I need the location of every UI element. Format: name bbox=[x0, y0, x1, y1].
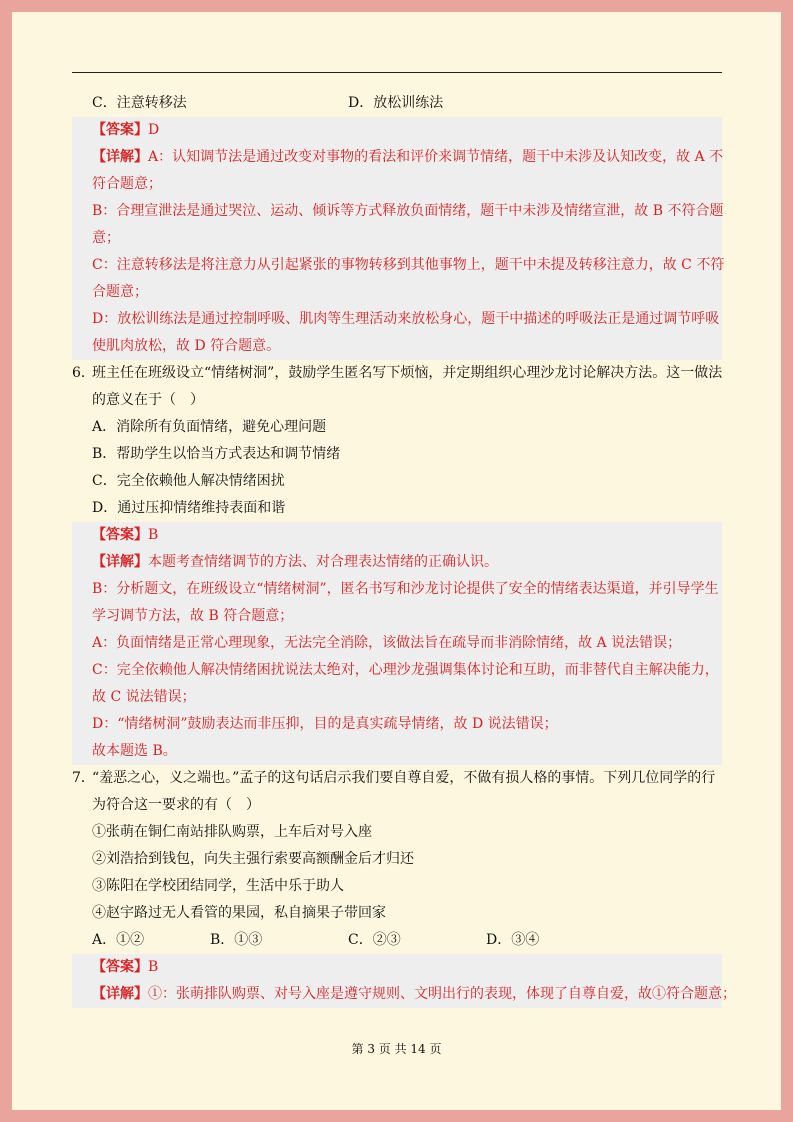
explain-line: B：合理宣泄法是通过哭泣、运动、倾诉等方式释放负面情绪，题干中未涉及情绪宣泄，故 B 不符合题 bbox=[92, 203, 724, 219]
q6-option-b: B．帮助学生以恰当方式表达和调节情绪 bbox=[92, 446, 341, 462]
explain-line: D：“情绪树洞”鼓励表达而非压抑，目的是真实疏导情绪，故 D 说法错误； bbox=[92, 716, 558, 732]
detail-tag: 【详解】 bbox=[92, 554, 148, 570]
explain-line: B：分析题文，在班级设立“情绪树洞”，匿名书写和沙龙讨论提供了安全的情绪表达渠道，并引导学生 bbox=[92, 581, 719, 597]
q7-item-4: ④赵宇路过无人看管的果园，私自摘果子带回家 bbox=[92, 905, 386, 921]
question-7 bbox=[72, 765, 722, 954]
q6-answer-block bbox=[72, 522, 722, 765]
q5-answer-line bbox=[92, 117, 722, 144]
detail-tag: 【详解】 bbox=[92, 149, 148, 165]
explain-line: 故本题选 B。 bbox=[92, 743, 177, 759]
option-c: C．注意转移法 bbox=[92, 95, 187, 111]
q7-stem-line: 7．“羞恶之心，义之端也。”孟子的这句话启示我们要自尊自爱，不做有损人格的事情。下列几位同学的行 bbox=[92, 765, 722, 792]
q6-detail-line: 【详解】本题考查情绪调节的方法、对合理表达情绪的正确认识。 bbox=[92, 554, 498, 570]
q7-item-1: ①张萌在铜仁南站排队购票，上车后对号入座 bbox=[92, 824, 372, 840]
explain-line: 使肌肉放松，故 D 符合题意。 bbox=[92, 338, 281, 354]
explain-line: C：完全依赖他人解决情绪困扰说法太绝对，心理沙龙强调集体讨论和互助，而非替代自主解决能力， bbox=[92, 662, 719, 678]
explain-line: C：注意转移法是将注意力从引起紧张的事物转移到其他事物上，题干中未提及转移注意力，故 C 不符 bbox=[92, 257, 725, 273]
q5-options-tail bbox=[72, 90, 722, 117]
q7-stem-line: 为符合这一要求的有（ ） bbox=[92, 797, 260, 813]
q7-answer-line bbox=[92, 954, 722, 981]
explain-line: A：负面情绪是正常心理现象，无法完全消除，该做法旨在疏导而非消除情绪，故 A 说法错误； bbox=[92, 635, 682, 651]
q6-option-c: C．完全依赖他人解决情绪困扰 bbox=[92, 473, 285, 489]
q6-option-d: D．通过压抑情绪维持表面和谐 bbox=[92, 500, 286, 516]
q7-item-3: ③陈阳在学校团结同学，生活中乐于助人 bbox=[92, 878, 344, 894]
option-d: D．放松训练法 bbox=[348, 95, 444, 111]
q7-options bbox=[92, 927, 722, 954]
q7-item-2: ②刘浩拾到钱包，向失主强行索要高额酬金后才归还 bbox=[92, 851, 414, 867]
q5-answer-block bbox=[72, 117, 725, 360]
question-6 bbox=[72, 360, 722, 522]
q7-option-d: D．③④ bbox=[486, 932, 540, 948]
explain-line: 合题意； bbox=[92, 284, 148, 300]
q7-detail-line: 【详解】①：张萌排队购票、对号入座是遵守规则、文明出行的表现，体现了自尊自爱，故①符合题意； bbox=[92, 986, 736, 1002]
explain-line: D：放松训练法是通过控制呼吸、肌肉等生理活动来放松身心，题干中描述的呼吸法正是通过调节呼吸 bbox=[92, 311, 720, 327]
answer-value: D bbox=[148, 122, 160, 138]
page-content bbox=[72, 90, 736, 1008]
q6-option-a: A．消除所有负面情绪，避免心理问题 bbox=[92, 419, 327, 435]
answer-value: B bbox=[148, 527, 159, 543]
answer-tag: 【答案】 bbox=[92, 959, 148, 975]
explain-line: 学习调节方法，故 B 符合题意； bbox=[92, 608, 294, 624]
answer-value: B bbox=[148, 959, 159, 975]
explain-line: 符合题意； bbox=[92, 176, 162, 192]
answer-tag: 【答案】 bbox=[92, 527, 148, 543]
q6-stem-line: 6．班主任在班级设立“情绪树洞”，鼓励学生匿名写下烦恼，并定期组织心理沙龙讨论解决方法。这一做法 bbox=[92, 360, 722, 387]
answer-tag: 【答案】 bbox=[92, 122, 148, 138]
q7-option-a: A．①② bbox=[92, 932, 145, 948]
detail-tag: 【详解】 bbox=[92, 986, 148, 1002]
q7-answer-block bbox=[72, 954, 736, 1008]
explain-line: 故 C 说法错误； bbox=[92, 689, 196, 705]
document-page bbox=[12, 12, 781, 1110]
header-rule bbox=[72, 72, 722, 73]
q7-option-b: B．①③ bbox=[210, 932, 263, 948]
question-number: 6． bbox=[72, 365, 95, 381]
q6-answer-line bbox=[92, 522, 722, 549]
q6-stem-line: 的意义在于（ ） bbox=[92, 392, 204, 408]
q7-option-c: C．②③ bbox=[348, 932, 401, 948]
page-footer: 第 3 页 共 14 页 bbox=[351, 1042, 442, 1056]
q5-detail-line: 【详解】A：认知调节法是通过改变对事物的看法和评价来调节情绪，题干中未涉及认知改变，故 A 不 bbox=[92, 149, 724, 165]
question-number: 7． bbox=[72, 770, 95, 786]
explain-line: 意； bbox=[92, 230, 120, 246]
